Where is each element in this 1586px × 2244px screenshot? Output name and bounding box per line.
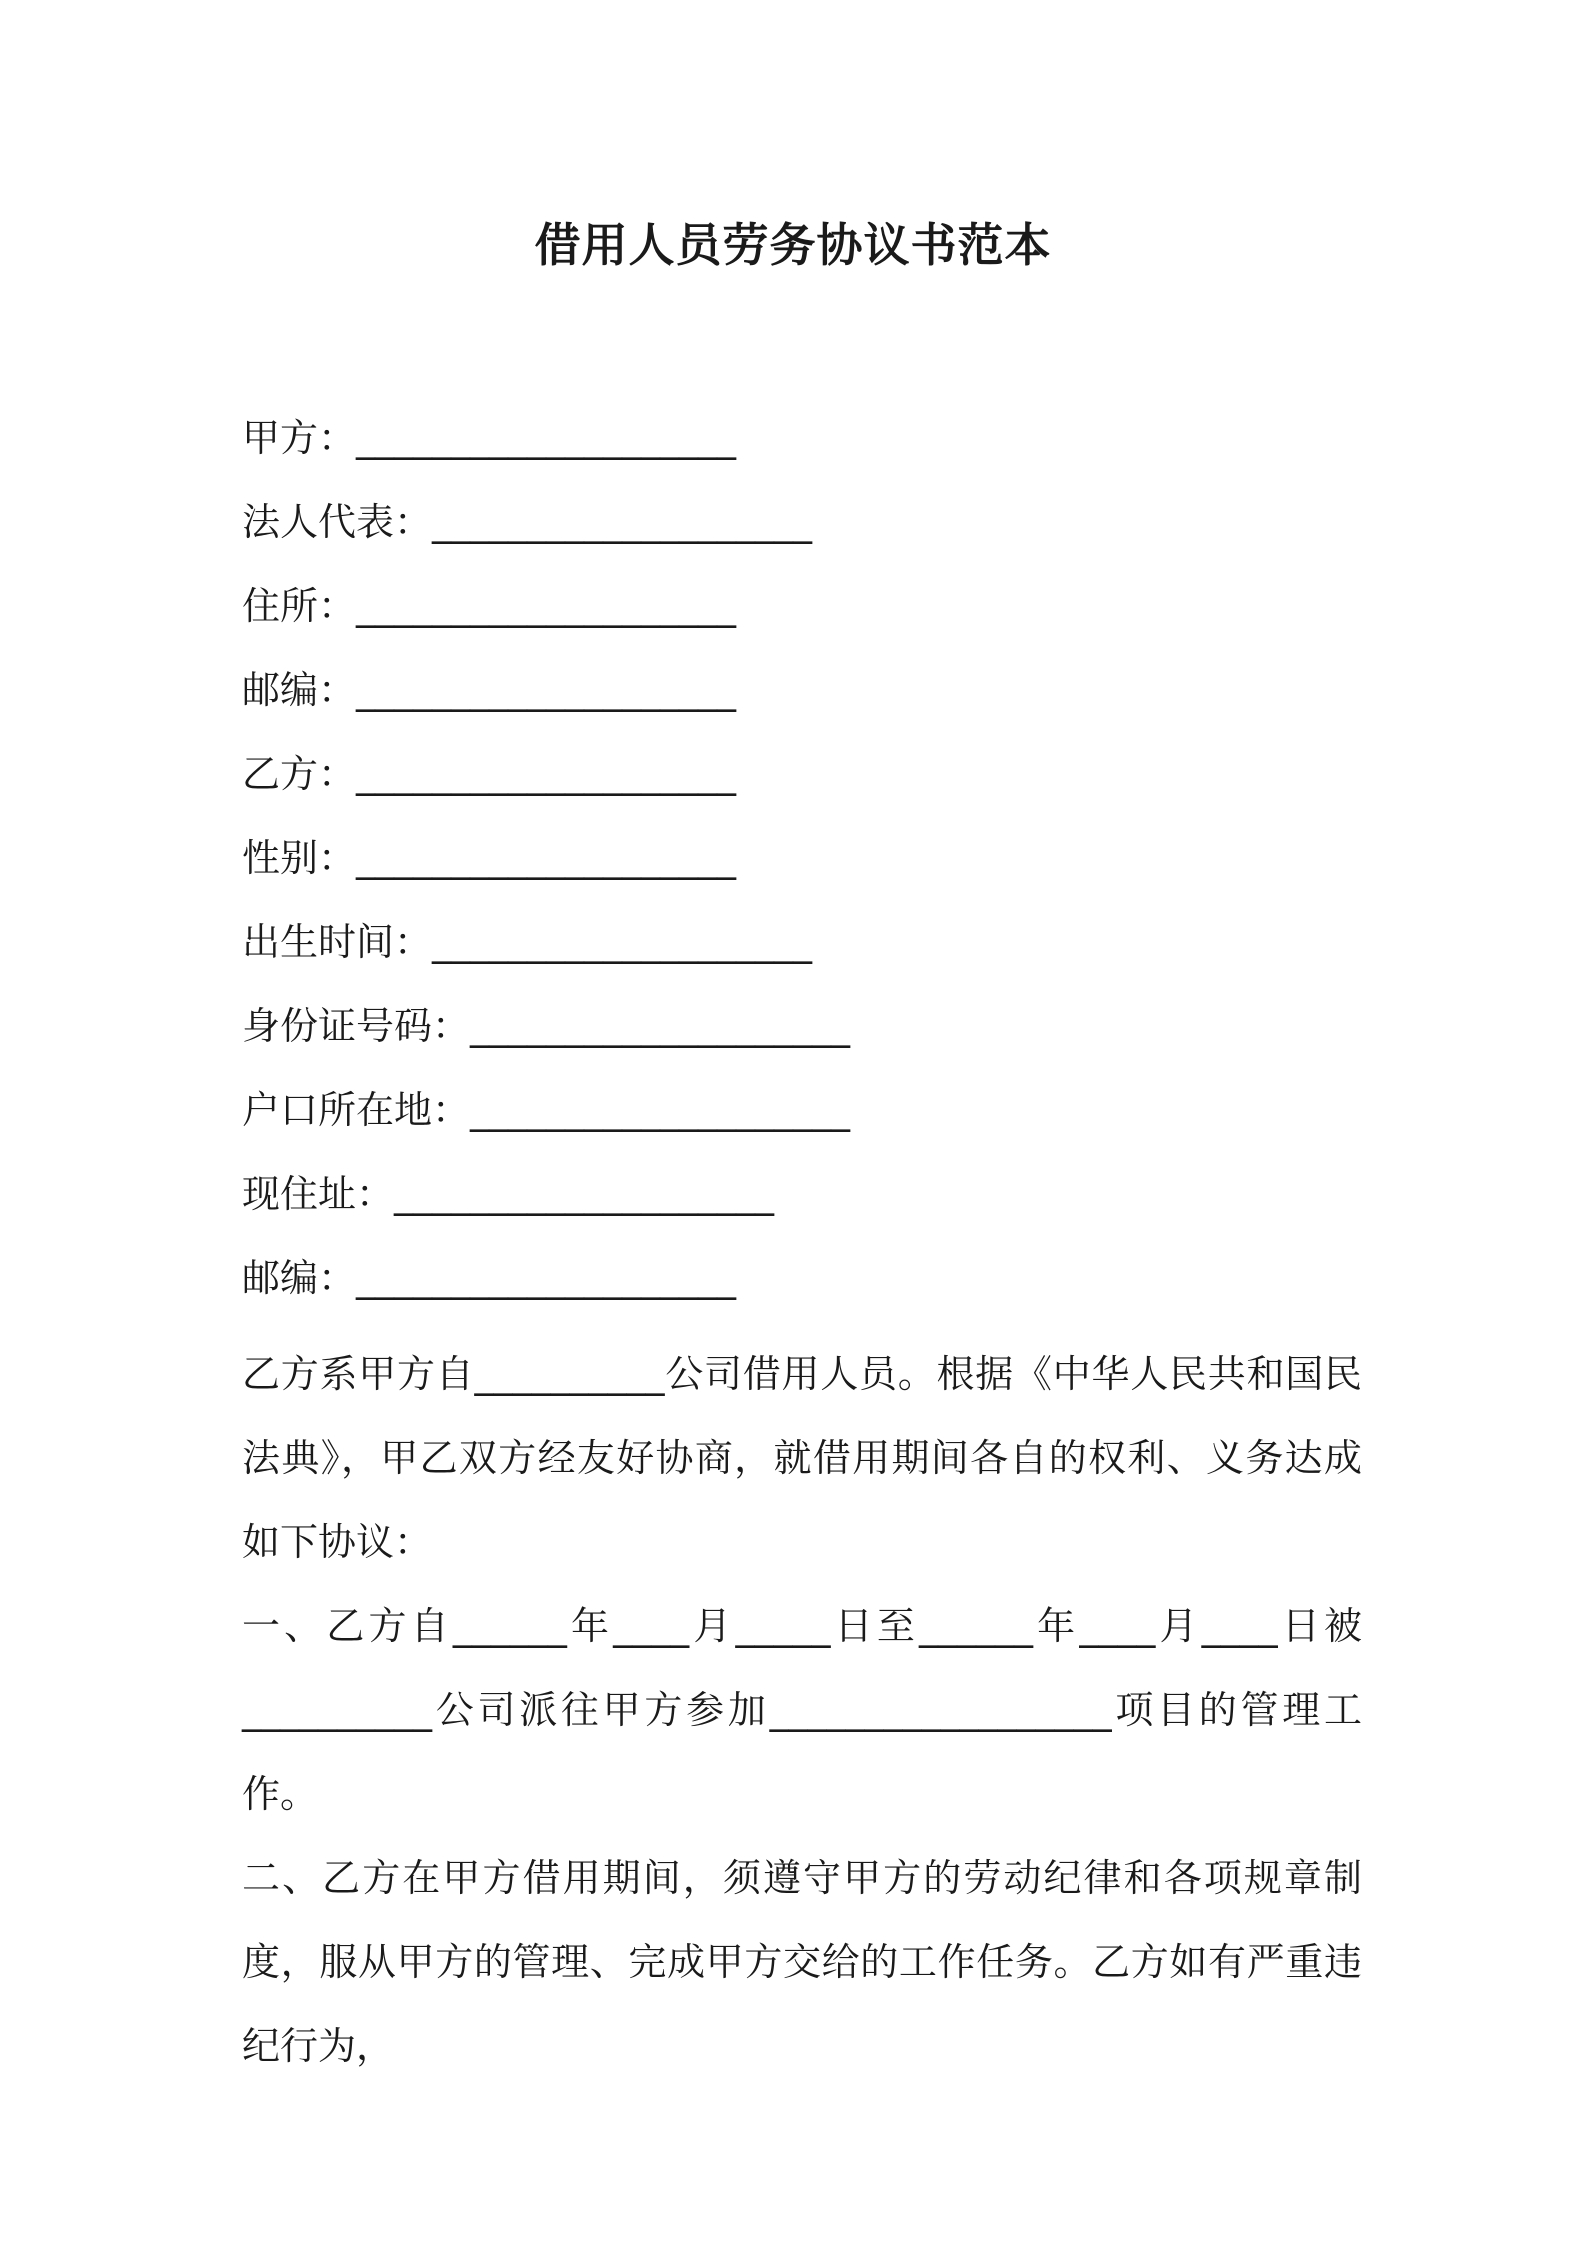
field-birth-date: 出生时间：____________________ <box>242 920 813 964</box>
field-postcode-b: 邮编：____________________ <box>242 1256 737 1300</box>
paragraph-preamble: 乙方系甲方自__________公司借用人员。根据《中华人民共和国民法典》，甲乙双方经友好协商，就借用期间各自的权利、义务达成如下协议： <box>242 1352 1362 1564</box>
document-title: 借用人员劳务协议书范本 <box>534 218 1052 272</box>
field-postcode-a: 邮编：____________________ <box>242 668 737 712</box>
field-gender: 性别：____________________ <box>242 836 737 880</box>
field-party-b: 乙方：____________________ <box>242 752 737 796</box>
agreement-body <box>242 1332 1362 2088</box>
paragraph-clause-1: 一、乙方自______年____月_____日至______年____月____日被__________公司派往甲方参加__________________项目的管理工作。 <box>242 1604 1362 1816</box>
field-id-number: 身份证号码：____________________ <box>242 1004 851 1048</box>
field-current-address: 现住址：____________________ <box>242 1172 775 1216</box>
field-household-registration: 户口所在地：____________________ <box>242 1088 851 1132</box>
field-residence: 住所：____________________ <box>242 584 737 628</box>
field-legal-representative: 法人代表：____________________ <box>242 500 813 544</box>
party-info-fields <box>242 408 1362 1332</box>
field-party-a: 甲方：____________________ <box>242 416 737 460</box>
paragraph-clause-2: 二、乙方在甲方借用期间，须遵守甲方的劳动纪律和各项规章制度，服从甲方的管理、完成甲方交给的工作任务。乙方如有严重违纪行为， <box>242 1856 1362 2068</box>
